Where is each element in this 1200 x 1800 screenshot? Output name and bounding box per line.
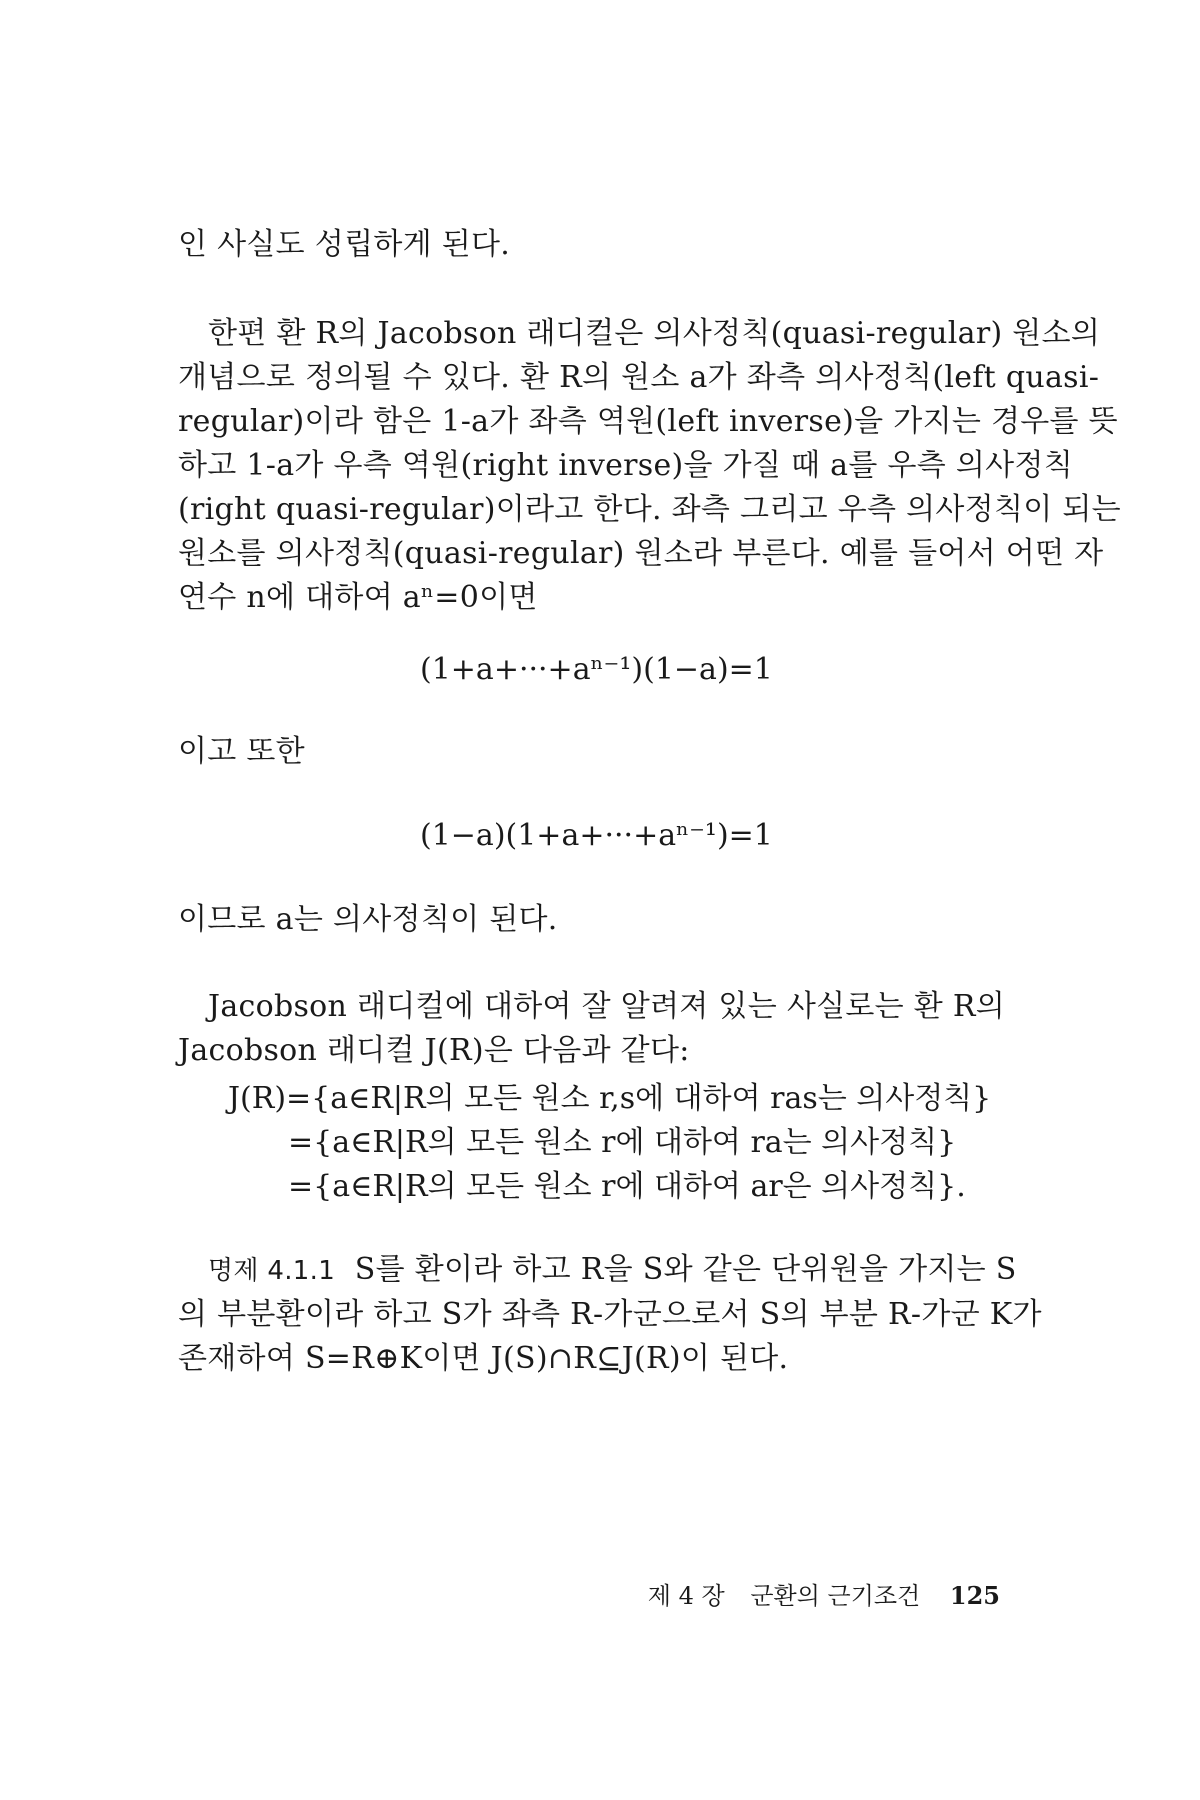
paragraph-line (178, 1248, 1018, 1293)
continued-line: 인 사실도 성립하게 된다. (178, 227, 511, 262)
paragraph-jacobson-radical (178, 312, 1121, 620)
definition-line: ={a∈R|R의 모든 원소 r에 대하여 ra는 의사정칙} (288, 1125, 957, 1160)
paragraph-line: 의 부분환이라 하고 S가 좌측 R-가군으로서 S의 부분 R-가군 K가 (178, 1297, 1042, 1332)
paragraph-line: (right quasi-regular)이라고 한다. 좌측 그리고 우측 의사정칙이 되는 (178, 492, 1121, 527)
paragraph-line: 연수 n에 대하여 aⁿ=0이면 (178, 580, 538, 615)
proposition-4-1-1 (178, 1248, 1042, 1381)
paragraph-line: regular)이라 함은 1-a가 좌측 역원(left inverse)을 가지는 경우를 뜻 (178, 404, 1118, 439)
paragraph-line: 존재하여 S=R⊕K이면 J(S)∩R⊆J(R)이 된다. (178, 1341, 789, 1376)
paragraph-line: Jacobson 래디컬에 대하여 잘 알려져 있는 사실로는 환 R의 (208, 989, 1006, 1024)
footer-chapter-title: 군환의 근기조건 (750, 1582, 921, 1610)
connecting-text: 이고 또한 (178, 734, 305, 769)
paragraph-line: Jacobson 래디컬 J(R)은 다음과 같다: (178, 1033, 690, 1068)
paragraph-radical-characterization (178, 985, 1018, 1073)
footer-chapter: 제 4 장 (647, 1582, 725, 1610)
definition-line: ={a∈R|R의 모든 원소 r에 대하여 ar은 의사정칙}. (288, 1169, 966, 1204)
proposition-label: 명제 4.1.1 (208, 1256, 336, 1286)
paragraph-line: 원소를 의사정칙(quasi-regular) 원소라 부른다. 예를 들어서 어떤 자 (178, 536, 1104, 571)
definition-line: J(R)={a∈R|R의 모든 원소 r,s에 대하여 ras는 의사정칙} (228, 1081, 992, 1116)
paragraph-line: 한편 환 R의 Jacobson 래디컬은 의사정칙(quasi-regular) 원소의 (208, 316, 1101, 351)
conclusion-text: 이므로 a는 의사정칙이 된다. (178, 902, 558, 937)
proposition-text: S를 환이라 하고 R을 S와 같은 단위원을 가지는 S (354, 1252, 1017, 1287)
equation-2: (1−a)(1+a+···+aⁿ⁻¹)=1 (420, 818, 773, 853)
page-number: 125 (949, 1581, 1000, 1610)
page-footer (630, 1576, 1000, 1611)
paragraph-line: 개념으로 정의될 수 있다. 환 R의 원소 a가 좌측 의사정칙(left quasi- (178, 360, 1100, 395)
equation-1: (1+a+···+aⁿ⁻¹)(1−a)=1 (420, 652, 773, 687)
paragraph-line: 하고 1-a가 우측 역원(right inverse)을 가질 때 a를 우측 의사정칙 (178, 448, 1073, 483)
